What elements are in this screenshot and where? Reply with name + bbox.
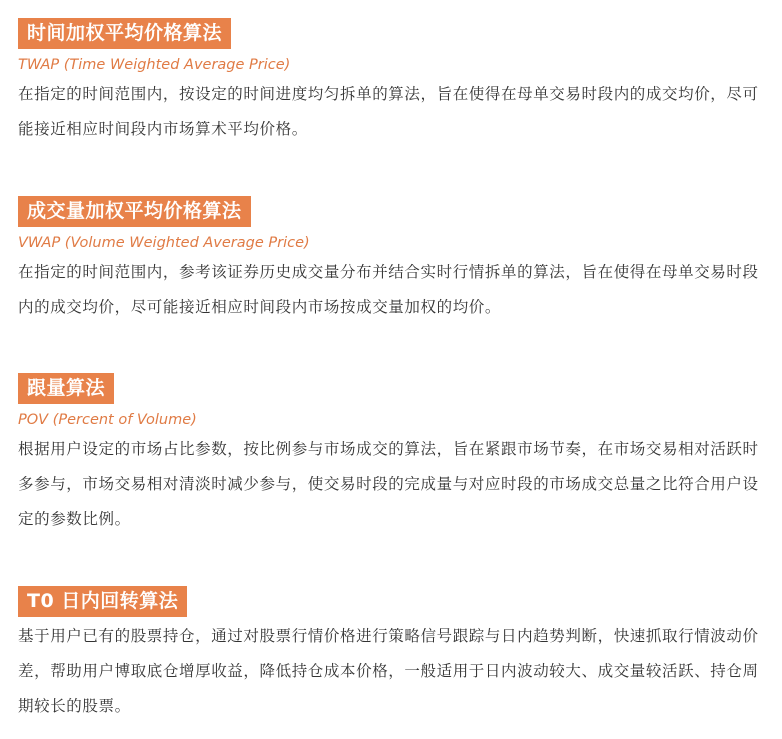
section-heading: 时间加权平均价格算法 bbox=[18, 18, 231, 49]
section-subtitle: TWAP (Time Weighted Average Price) bbox=[18, 57, 291, 73]
section-body: 在指定的时间范围内，按设定的时间进度均匀拆单的算法，旨在使得在母单交易时段内的成交均价，尽可能接近相应时间段内市场算术平均价格。 bbox=[18, 85, 759, 138]
section-body: 基于用户已有的股票持仓，通过对股票行情价格进行策略信号跟踪与日内趋势判断，快速抓取行情波动价差，帮助用户博取底仓增厚收益，降低持仓成本价格，一般适用于日内波动较大、成交量较活跃、持仓周期较长的股票。 bbox=[18, 627, 759, 715]
section-t0 bbox=[18, 586, 764, 724]
section-twap bbox=[18, 18, 764, 147]
section-heading: 跟量算法 bbox=[18, 373, 114, 404]
section-vwap bbox=[18, 196, 764, 325]
section-heading: 成交量加权平均价格算法 bbox=[18, 196, 251, 227]
section-subtitle: POV (Percent of Volume) bbox=[18, 412, 197, 428]
section-body: 根据用户设定的市场占比参数，按比例参与市场成交的算法，旨在紧跟市场节奏，在市场交易相对活跃时多参与，市场交易相对清淡时减少参与，使交易时段的完成量与对应时段的市场成交总量之比符合用户设定的参数比例。 bbox=[18, 440, 759, 528]
section-body: 在指定的时间范围内，参考该证券历史成交量分布并结合实时行情拆单的算法，旨在使得在母单交易时段内的成交均价，尽可能接近相应时间段内市场按成交量加权的均价。 bbox=[18, 263, 759, 316]
section-heading: T0 日内回转算法 bbox=[18, 586, 187, 617]
section-pov bbox=[18, 373, 764, 537]
section-subtitle: VWAP (Volume Weighted Average Price) bbox=[18, 235, 310, 251]
